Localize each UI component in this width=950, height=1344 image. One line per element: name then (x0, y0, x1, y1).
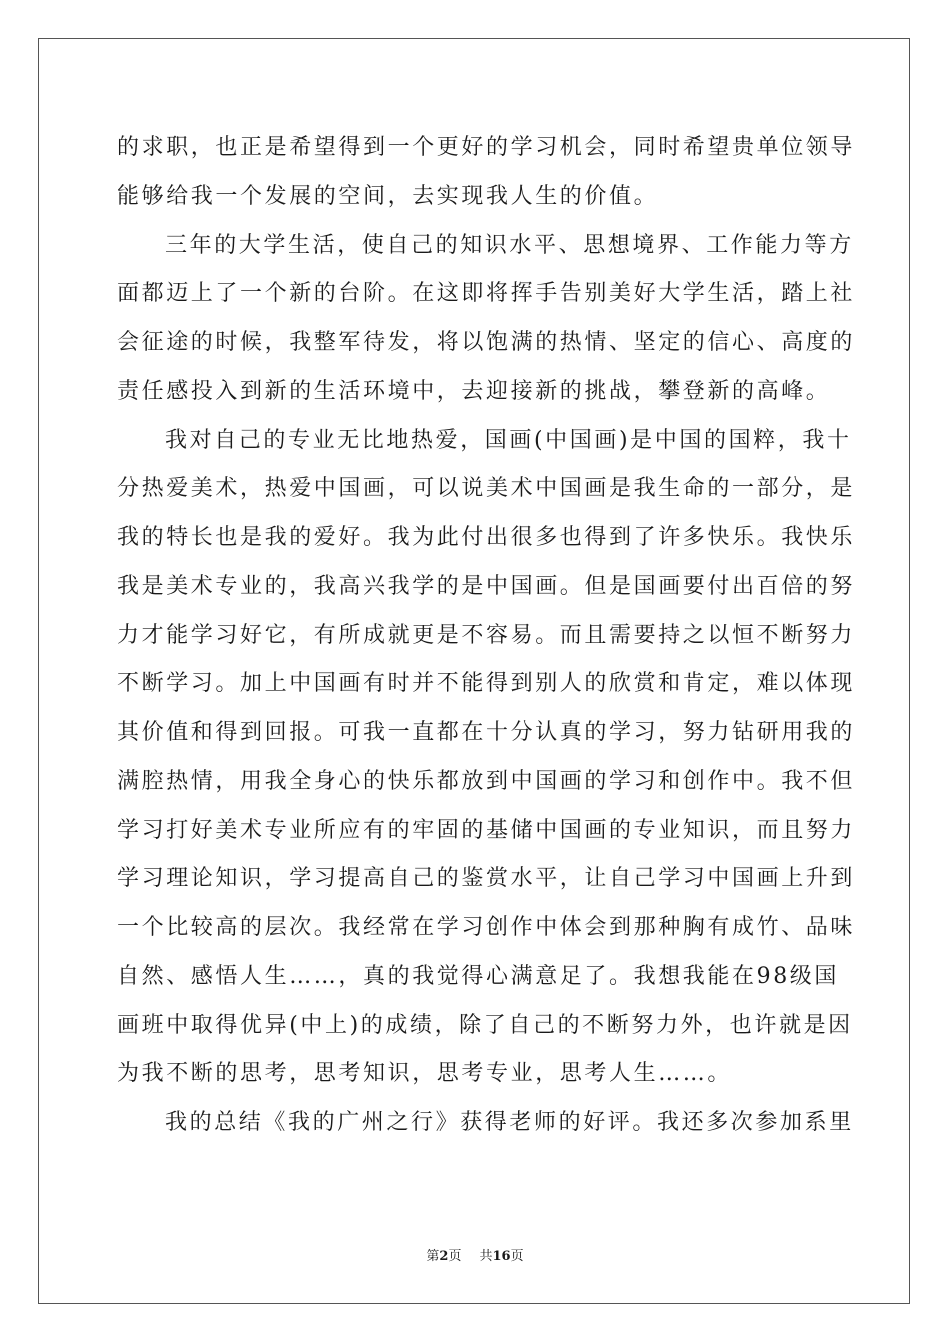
paragraph-first-line: 三年的大学生活，使自己的知识水平、思想境界、工作能力等方 (165, 232, 854, 258)
text-line: 其价值和得到回报。可我一直都在十分认真的学习，努力钻研用我的 (117, 720, 856, 745)
text-line: 我是美术专业的，我高兴我学的是中国画。但是国画要付出百倍的努 (117, 573, 856, 599)
text-line: 我的特长也是我的爱好。我为此付出很多也得到了许多快乐。我快乐 (117, 525, 856, 550)
page-current-number: 2 (439, 1249, 449, 1264)
text-line: 的求职，也正是希望得到一个更好的学习机会，同时希望贵单位领导 (117, 135, 856, 160)
text-line: 能够给我一个发展的空间，去实现我人生的价值。 (117, 183, 659, 209)
document-body (117, 124, 856, 1148)
page-prefix: 第 (426, 1249, 440, 1264)
text-line: 责任感投入到新的生活环境中，去迎接新的挑战，攀登新的高峰。 (117, 378, 831, 404)
text-line: 不断学习。加上中国画有时并不能得到别人的欣赏和肯定，难以体现 (117, 671, 856, 697)
total-prefix: 共 (479, 1249, 493, 1264)
paragraph-first-line: 我的总结《我的广州之行》获得老师的好评。我还多次参加系里 (165, 1110, 854, 1135)
paragraph-first-line: 我对自己的专业无比地热爱，国画(中国画)是中国的国粹，我十 (165, 427, 852, 453)
text-line: 学习打好美术专业所应有的牢固的基储中国画的专业知识，而且努力 (117, 817, 856, 843)
page-total-number: 16 (492, 1249, 511, 1264)
page-footer (0, 1245, 950, 1264)
total-suffix: 页 (510, 1249, 524, 1264)
page-suffix: 页 (448, 1249, 462, 1264)
text-line: 一个比较高的层次。我经常在学习创作中体会到那种胸有成竹、品味 (117, 915, 856, 940)
text-line: 自然、感悟人生……，真的我觉得心满意足了。我想我能在98级国 (117, 963, 839, 989)
text-line: 学习理论知识，学习提高自己的鉴赏水平，让自己学习中国画上升到 (117, 866, 856, 892)
text-line: 会征途的时候，我整军待发，将以饱满的热情、坚定的信心、高度的 (117, 330, 856, 355)
text-line: 为我不断的思考，思考知识，思考专业，思考人生……。 (117, 1061, 733, 1087)
text-line: 分热爱美术，热爱中国画，可以说美术中国画是我生命的一部分，是 (117, 476, 856, 502)
text-line: 面都迈上了一个新的台阶。在这即将挥手告别美好大学生活，踏上社 (117, 281, 856, 307)
text-line: 力才能学习好它，有所成就更是不容易。而且需要持之以恒不断努力 (117, 622, 856, 648)
text-line: 满腔热情，用我全身心的快乐都放到中国画的学习和创作中。我不但 (117, 768, 856, 794)
text-line: 画班中取得优异(中上)的成绩，除了自己的不断努力外，也许就是因 (117, 1012, 853, 1038)
